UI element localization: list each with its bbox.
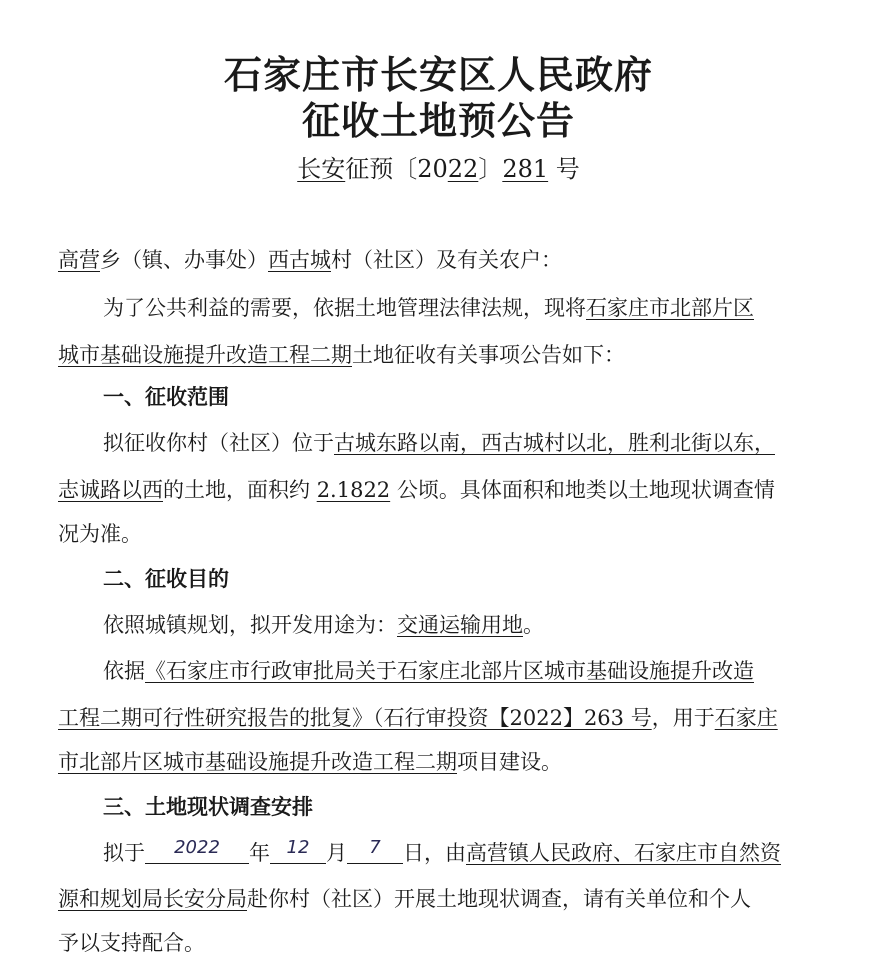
section3-agencies-b: 源和规划局长安分局 [58, 887, 247, 911]
month-handwritten: 12 [286, 837, 310, 858]
salutation-text2: 村（社区）及有关农户： [331, 248, 562, 272]
section3-text1: 拟于 [103, 841, 145, 865]
section1-heading: 一、征收范围 [103, 384, 229, 409]
section2-line3 [58, 703, 818, 733]
intro-line2 [58, 340, 818, 370]
section2-basis-a: 《石家庄市行政审批局关于石家庄北部片区城市基础设施提升改造 [145, 659, 754, 683]
section1-text1: 拟征收你村（社区）位于 [103, 431, 334, 455]
section3-agencies-a: 高营镇人民政府、石家庄市自然资 [466, 841, 781, 865]
village-name: 西古城 [268, 248, 331, 272]
section2-text5: 项目建设。 [457, 750, 562, 774]
doc-no-part1: 长安 [297, 155, 346, 183]
section1-location-a: 古城东路以南，西古城村以北，胜利北街以东， [334, 431, 775, 455]
section2-project-b: 市北部片区城市基础设施提升改造工程二期 [58, 750, 457, 774]
year-handwritten: 2022 [174, 837, 220, 858]
document-title-line2: 征收土地预公告 [301, 98, 575, 143]
doc-no-part6: 号 [548, 155, 580, 183]
salutation-text1: 乡（镇、办事处） [100, 248, 268, 272]
intro-line1 [103, 293, 818, 323]
year-blank [145, 839, 249, 864]
intro-text1: 为了公共利益的需要，依据土地管理法律法规，现将 [103, 296, 586, 320]
section2-line1 [103, 610, 818, 640]
section3-text2: 赴你村（社区）开展土地现状调查，请有关单位和个人 [247, 887, 751, 911]
doc-no-part3: 22 [447, 155, 479, 183]
document-number [0, 152, 877, 186]
section2-project-a: 石家庄 [714, 706, 778, 730]
section1-line2 [58, 475, 818, 505]
intro-project-a: 石家庄市北部片区 [586, 296, 754, 320]
section2-text4: ，用于 [651, 706, 715, 730]
month-blank [270, 839, 326, 864]
section2-text3: 依据 [103, 659, 145, 683]
section2-use: 交通运输用地 [397, 613, 523, 637]
section2-line4 [58, 747, 818, 777]
section2-text2: 。 [523, 613, 544, 637]
section1-area: 2.1822 [316, 478, 391, 502]
section1-line3: 况为准。 [58, 522, 142, 546]
day-blank [347, 839, 403, 864]
section2-basis-b: 工程二期可行性研究报告的批复》（石行审投资【2022】263 号 [58, 706, 652, 730]
section1-line1 [103, 428, 818, 458]
section1-text3: 公顷。具体面积和地类以土地现状调查情 [390, 478, 775, 502]
section1-text2: 的土地，面积约 [163, 478, 317, 502]
section3-line1 [103, 838, 818, 868]
doc-no-part4: 〕 [478, 155, 503, 183]
year-label: 年 [249, 841, 270, 865]
day-label: 日，由 [403, 841, 466, 865]
section2-line2 [103, 656, 818, 686]
month-label: 月 [326, 841, 347, 865]
section3-line3: 予以支持配合。 [58, 931, 205, 955]
section1-location-b: 志诚路以西 [58, 478, 163, 502]
doc-no-part2: 征预〔20 [345, 155, 448, 183]
section2-heading: 二、征收目的 [103, 566, 229, 591]
section3-heading: 三、土地现状调查安排 [103, 794, 313, 819]
document-title-line1: 石家庄市长安区人民政府 [223, 52, 653, 97]
township-name: 高营 [58, 248, 100, 272]
intro-text2: 土地征收有关事项公告如下： [352, 343, 625, 367]
section2-text1: 依照城镇规划，拟开发用途为： [103, 613, 397, 637]
day-handwritten: 7 [369, 837, 381, 858]
doc-no-part5: 281 [502, 155, 549, 183]
section3-line2 [58, 884, 818, 914]
salutation [58, 245, 818, 275]
intro-project-b: 城市基础设施提升改造工程二期 [58, 343, 352, 367]
